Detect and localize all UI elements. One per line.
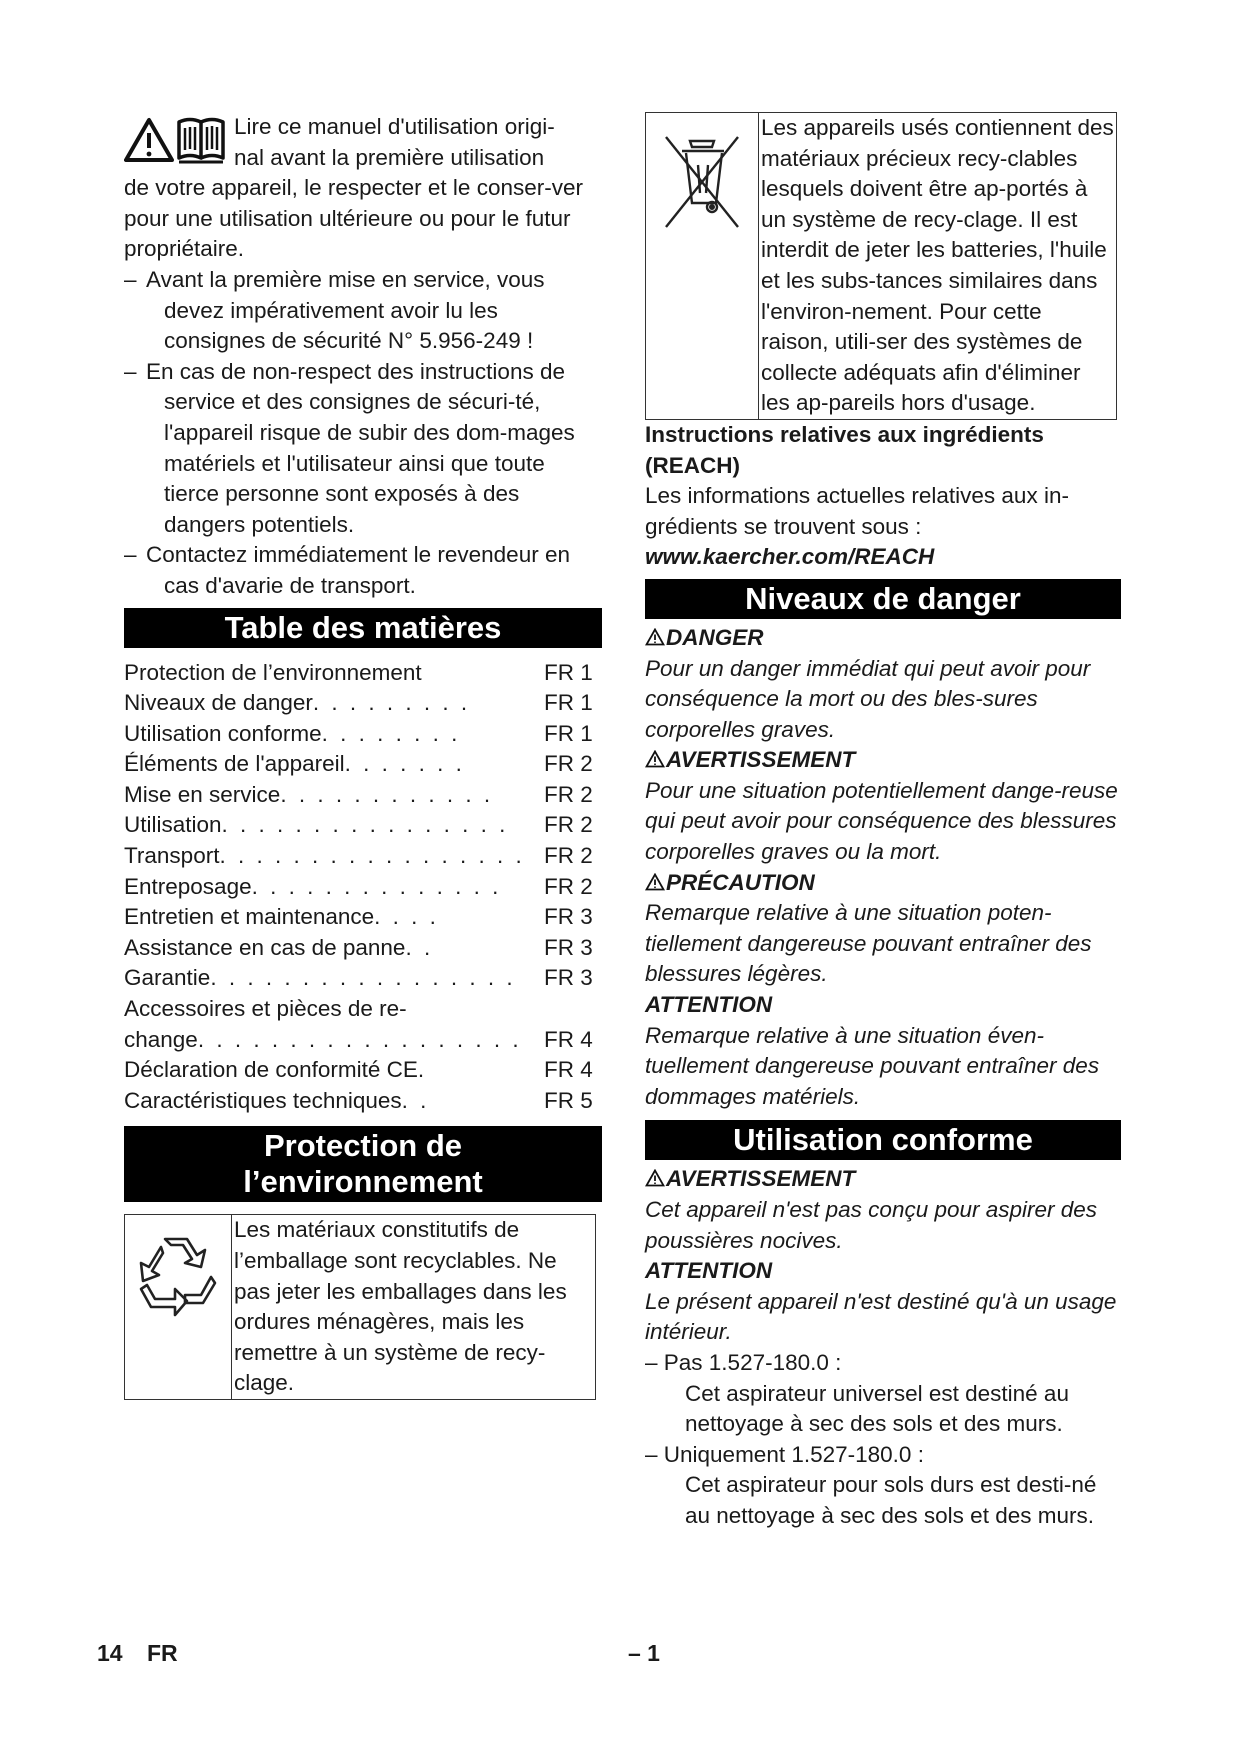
toc-entry-leader: . . . . . . . . . . . . . . . . . . [197,1026,522,1052]
reach-heading: Instructions relatives aux ingrédients (REACH) [645,421,1044,478]
toc-entry[interactable] [124,658,602,689]
toc-entry[interactable] [124,780,602,811]
environment-heading [124,1126,602,1202]
section-page-number: – 1 [628,1640,660,1666]
variant-text: Cet aspirateur universel est destiné au nettoyage à sec des sols et des murs. [685,1380,1069,1437]
toc-list [124,658,602,1117]
toc-entry[interactable] [124,994,602,1025]
weee-text: Les appareils usés contiennent des matériaux précieux recy-clables lesquels doivent être ap-portés à un système de recy-clage. Il est interdit de jeter les batteries, l'huile et les subs-tances similaires dans l'environ-nement. Pour cette raison, utili-ser des systèmes de collecte adéquats afin d'éliminer les ap-pareils hors d'usage. [761,115,1114,416]
toc-entry-page-ref: FR 3 [544,965,593,991]
toc-entry-leader: . . . . . . . . . . . . . . . . [221,812,509,838]
toc-entry-title: Accessoires et pièces de re- [124,996,407,1022]
variant-label: – Pas 1.527-180.0 : [645,1349,842,1375]
toc-entry-leader: . . . . . . . . . . . . . . [251,873,502,899]
toc-entry-title: Caractéristiques techniques [124,1087,402,1113]
toc-entry-page-ref: FR 4 [544,1057,593,1083]
intended-use-heading: Utilisation conforme [645,1120,1121,1160]
warning-triangle-icon [645,1169,665,1187]
toc-entry-leader: . . . . . . . . [321,720,461,746]
toc-entry-page-ref: FR 2 [544,843,593,869]
intro-first-lines [234,112,602,173]
intro-bullet: – Avant la première mise en service, vous devez impérativement avoir lu les consignes de sécurité N° 5.956-249 ! [124,266,545,354]
recycle-icon [135,1233,221,1317]
bullet-text: Avant la première mise en service, vous devez impérativement avoir lu les consignes de sécurité N° 5.956-249 ! [146,266,545,354]
danger-label [645,623,1121,654]
toc-entry-page-ref: FR 4 [544,1026,593,1052]
weee-box [645,112,1117,420]
precaution-text: Remarque relative à une situation poten-tiellement dangereuse pouvant entraîner des blessures légères. [645,900,1092,987]
attention-label: ATTENTION [645,992,773,1018]
manual-book-icon [179,120,223,163]
reach-url-link[interactable]: www.kaercher.com/REACH [645,544,935,570]
toc-entry-page-ref: FR 1 [544,720,593,746]
intro-header [124,112,602,173]
precaution-label-text: PRÉCAUTION [666,869,815,895]
toc-entry-title: Garantie [124,965,211,991]
toc-entry-leader: . . . . . . . . . [312,690,471,716]
toc-entry[interactable] [124,688,602,719]
toc-entry[interactable] [124,810,602,841]
page-language: FR [146,1640,178,1666]
toc-heading: Table des matières [124,608,602,648]
toc-entry-page-ref: FR 5 [544,1087,593,1113]
toc-entry[interactable] [124,872,602,903]
warning-triangle-icon [126,120,172,160]
use-attention-label: ATTENTION [645,1258,773,1284]
toc-entry-title: Éléments de l'appareil [124,751,345,777]
reach-text: Les informations actuelles relatives aux in-grédients se trouvent sous : [645,483,1069,539]
toc-entry-page-ref: FR 3 [544,934,593,960]
crossed-bin-icon [662,133,742,229]
toc-entry-leader [407,994,538,1025]
avertissement-label [645,745,1121,776]
warning-triangle-icon [645,628,665,646]
toc-entry[interactable] [124,719,602,750]
attention-text: Remarque relative à une situation éven-tuellement dangereuse pouvant entraîner des dommages matériels. [645,1022,1100,1109]
toc-entry-title: Niveaux de danger [124,690,313,716]
toc-entry-page-ref: FR 2 [544,751,593,777]
variant-label-text: Pas 1.527-180.0 : [663,1349,842,1375]
intro-bullet: – Contactez immédiatement le revendeur en cas d'avarie de transport. [124,542,570,598]
weee-icon-cell [646,113,759,419]
intro-paragraph: de votre appareil, le respecter et le conser-ver pour une utilisation ultérieure ou pour le futur propriétaire. [124,175,583,262]
recycle-text-cell [232,1215,595,1399]
toc-entry[interactable] [124,841,602,872]
recycle-icon-cell [125,1215,232,1399]
toc-entry-title: Transport [124,843,220,869]
toc-entry-leader: . . . . . . . . . . . . . . . . . [210,965,516,991]
toc-entry[interactable] [124,1025,602,1056]
toc-entry-leader: . . [405,934,434,960]
toc-entry-title: Déclaration de conformité CE [124,1057,418,1083]
toc-entry-page-ref: FR 2 [544,781,593,807]
toc-entry-page-ref [538,994,602,1025]
intro-bullet: – En cas de non-respect des instructions de service et des consignes de sécuri-té, l'appareil risque de subir des dom-mages matériels et l'utilisateur ainsi que toute tierce personne sont exposés à des dangers potentiels. [124,358,575,537]
toc-entry-title: Protection de l’environnement [124,659,422,685]
toc-entry[interactable] [124,1086,602,1117]
toc-entry-title: Assistance en cas de panne [124,934,406,960]
right-column [645,112,1121,1532]
toc-entry-page-ref: FR 3 [544,904,593,930]
toc-entry[interactable] [124,902,602,933]
intro-bullets [124,265,602,602]
page-footer-left [97,1640,178,1667]
toc-entry-page-ref: FR 2 [544,812,593,838]
danger-levels-list [645,623,1121,1113]
bullet-text: Contactez immédiatement le revendeur en cas d'avarie de transport. [146,542,570,598]
bullet-text: En cas de non-respect des instructions de service et des consignes de sécuri-té, l'appareil risque de subir des dom-mages matériels et l'utilisateur ainsi que toute tierce personne sont exposés à des dangers potentiels. [146,358,575,537]
toc-entry-title: Utilisation conforme [124,720,322,746]
avertissement-label-text: AVERTISSEMENT [666,747,856,773]
toc-entry-title: Entretien et maintenance [124,904,375,930]
toc-entry-title: change [124,1026,198,1052]
toc-entry-page-ref: FR 1 [544,659,593,685]
danger-label-text: DANGER [666,624,764,650]
variant-label: – Uniquement 1.527-180.0 : [645,1441,924,1467]
variant-label-text: Uniquement 1.527-180.0 : [663,1441,924,1467]
toc-entry[interactable] [124,1055,602,1086]
toc-entry-page-ref: FR 1 [544,690,593,716]
weee-text-cell [759,113,1116,419]
toc-entry-page-ref: FR 2 [544,873,593,899]
use-warning-text: Cet appareil n'est pas conçu pour aspirer des poussières nocives. [645,1197,1098,1253]
warning-manual-icons [124,112,234,172]
toc-entry[interactable] [124,749,602,780]
toc-entry-leader: . [417,1057,428,1083]
left-column [124,112,602,1400]
avertissement-text: Pour une situation potentiellement dange-reuse qui peut avoir pour conséquence des blessures corporelles graves ou la mort. [645,777,1118,865]
intro-icons [124,112,234,172]
warning-triangle-icon [645,873,665,891]
toc-entry-title: Utilisation [124,812,222,838]
intro-line-b: nal avant la première utilisation [234,144,545,170]
toc-entry-leader: . . [401,1087,430,1113]
toc-entry-leader: . . . . . . . [344,751,465,777]
toc-entry[interactable] [124,963,602,994]
toc-entry-title: Mise en service [124,781,281,807]
use-warning-label [645,1164,1121,1195]
intended-use-body [645,1164,1121,1531]
environment-heading-line1: Protection de [263,1128,463,1164]
toc-entry-leader: . . . . [374,904,439,930]
danger-levels-heading: Niveaux de danger [645,579,1121,619]
intro-line-a: Lire ce manuel d'utilisation origi- [234,114,555,139]
toc-entry-title: Entreposage [124,873,252,899]
warning-triangle-icon [645,750,665,768]
use-warning-label-text: AVERTISSEMENT [666,1166,856,1192]
recycle-text: Les matériaux constitutifs de l’emballage sont recyclables. Ne pas jeter les emballages dans les ordures ménagères, mais les remettre à un système de recy-clage. [234,1217,567,1396]
precaution-label [645,868,1121,899]
environment-heading-line2: l’environnement [243,1164,483,1200]
recycle-box [124,1214,596,1400]
toc-entry[interactable] [124,933,602,964]
variant-text: Cet aspirateur pour sols durs est desti-né au nettoyage à sec des sols et des murs. [685,1472,1097,1528]
danger-text: Pour un danger immédiat qui peut avoir pour conséquence la mort ou des bles-sures corporelles graves. [645,655,1091,742]
page-number: 14 [97,1640,123,1666]
toc-entry-leader [422,658,538,689]
toc-entry-leader: . . . . . . . . . . . . [280,781,494,807]
toc-entry-leader: . . . . . . . . . . . . . . . . . [219,843,525,869]
use-attention-text: Le présent appareil n'est destiné qu'à un usage intérieur. [645,1288,1117,1345]
